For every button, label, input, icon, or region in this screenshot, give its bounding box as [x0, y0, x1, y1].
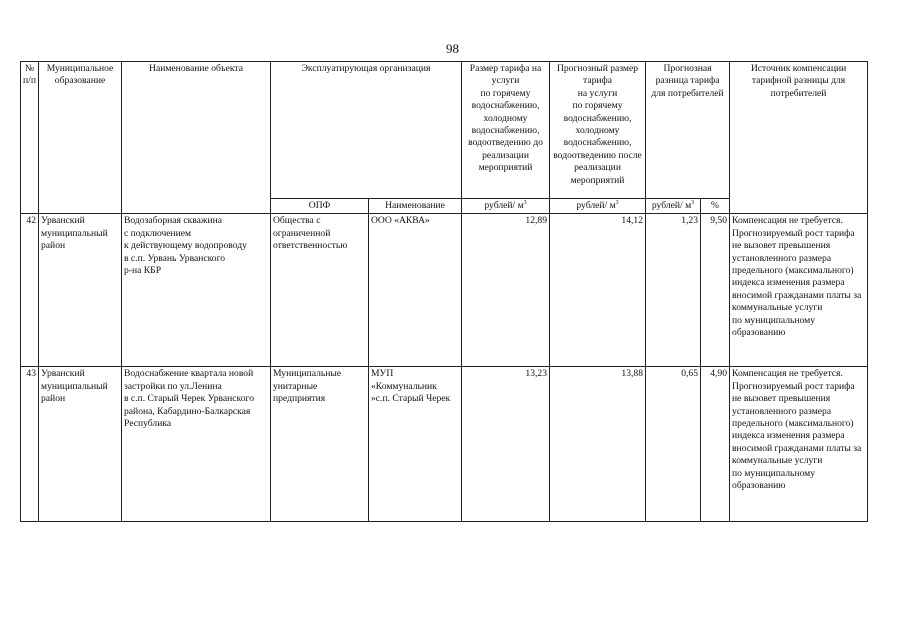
cell-object: Водоснабжение квартала новой застройки по ул.Ленина в с.п. Старый Черек Урванского района, Кабардино-Балкарская Республика	[122, 367, 271, 522]
cell-org-name: МУП «Коммунальник »с.п. Старый Черек	[369, 367, 462, 522]
header-num: № п/п	[21, 62, 39, 214]
unit-superscript: 3	[615, 199, 619, 206]
subheader-unit-before	[462, 199, 550, 214]
cell-diff-rub: 0,65	[646, 367, 701, 522]
cell-source: Компенсация не требуется. Прогнозируемый рост тарифа не вызовет превышения установленного размера предельного (максимального) индекса изменения размера вносимой гражданами платы за коммунальные услуги по муниципальному образованию	[730, 367, 868, 522]
cell-diff-rub: 1,23	[646, 214, 701, 367]
unit-label: рублей/ м	[576, 200, 616, 211]
cell-num: 42	[21, 214, 39, 367]
cell-num: 43	[21, 367, 39, 522]
cell-opf: Общества с ограниченной ответственностью	[271, 214, 369, 367]
cell-org-name: ООО «АКВА»	[369, 214, 462, 367]
cell-tariff-before: 12,89	[462, 214, 550, 367]
cell-tariff-before: 13,23	[462, 367, 550, 522]
cell-source: Компенсация не требуется. Прогнозируемый рост тарифа не вызовет превышения установленного размера предельного (максимального) индекса изменения размера вносимой гражданами платы за коммунальные услуги по муниципальному образованию	[730, 214, 868, 367]
subheader-opf: ОПФ	[271, 199, 369, 214]
header-row	[21, 62, 868, 199]
unit-label: рублей/ м	[484, 200, 524, 211]
subheader-unit-after	[550, 199, 646, 214]
cell-object: Водозаборная скважина с подключением к действующему водопроводу в с.п. Урвань Урванского р-на КБР	[122, 214, 271, 367]
cell-diff-pct: 9,50	[701, 214, 730, 367]
cell-diff-pct: 4,90	[701, 367, 730, 522]
unit-superscript: 3	[691, 199, 695, 206]
table-row	[21, 214, 868, 367]
subheader-percent: %	[701, 199, 730, 214]
cell-opf: Муниципальные унитарные предприятия	[271, 367, 369, 522]
cell-municipality: Урванский муниципальный район	[39, 367, 122, 522]
header-source: Источник компенсации тарифной разницы для потребителей	[730, 62, 868, 214]
header-diff: Прогнозная разница тарифа для потребителей	[646, 62, 730, 199]
table-row	[21, 367, 868, 522]
unit-label: рублей/ м	[651, 200, 692, 211]
cell-tariff-after: 14,12	[550, 214, 646, 367]
unit-superscript: 3	[523, 199, 527, 206]
subheader-name: Наименование	[369, 199, 462, 214]
tariff-table	[20, 61, 868, 522]
header-operator: Эксплуатирующая организация	[271, 62, 462, 199]
header-object: Наименование объекта	[122, 62, 271, 214]
cell-municipality: Урванский муниципальный район	[39, 214, 122, 367]
cell-tariff-after: 13,88	[550, 367, 646, 522]
page-number: 98	[446, 41, 459, 56]
header-municipality: Муниципальное образование	[39, 62, 122, 214]
subheader-unit-diff	[646, 199, 701, 214]
header-tariff-forecast: Прогнозный размер тарифа на услуги по горячему водоснабжению, холодному водоснабжению, водоотведению после реализации мероприятий	[550, 62, 646, 199]
header-tariff-size: Размер тарифа на услуги по горячему водоснабжению, холодному водоснабжению, водоотведению до реализации мероприятий	[462, 62, 550, 199]
